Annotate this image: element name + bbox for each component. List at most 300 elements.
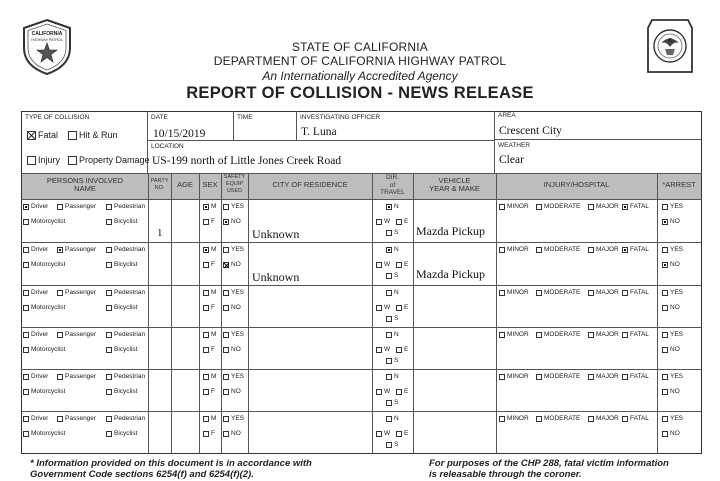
injury-moderate-checkbox[interactable] [536, 373, 580, 380]
injury-major-checkbox[interactable] [588, 331, 619, 338]
sex-m-checkbox-label: M [211, 331, 217, 338]
driver-checkbox-label: Driver [31, 246, 49, 253]
date-value[interactable]: 10/15/2019 [153, 128, 206, 140]
safety-no-checkbox[interactable] [223, 304, 241, 311]
driver-checkbox-label: Driver [31, 415, 49, 422]
dir-n-checkbox[interactable] [386, 373, 399, 380]
checkbox-box [396, 262, 402, 268]
safety-yes-checkbox[interactable] [223, 289, 244, 296]
checkbox-box [622, 416, 628, 422]
dir-s-checkbox[interactable] [386, 399, 398, 406]
sex-m-checkbox[interactable] [203, 289, 216, 296]
injury-major-checkbox[interactable] [588, 246, 619, 253]
passenger-checkbox[interactable] [57, 203, 96, 210]
checkbox-box [23, 416, 29, 422]
safety-no-checkbox[interactable] [223, 218, 241, 225]
checkbox-box [203, 374, 209, 380]
pedestrian-checkbox[interactable] [106, 246, 145, 253]
dir-s-checkbox-label: S [394, 441, 399, 448]
dir-n-checkbox-label: N [394, 415, 399, 422]
injury-fatal-checkbox[interactable] [622, 246, 649, 253]
checkbox-box [622, 290, 628, 296]
vehicle-value[interactable]: Mazda Pickup [416, 224, 485, 238]
dir-s-checkbox-label: S [394, 399, 399, 406]
col-vehicle: VEHICLE YEAR & MAKE [429, 176, 480, 193]
bicyclist-checkbox[interactable] [106, 304, 137, 311]
date-label: DATE [151, 114, 168, 121]
checkbox-box [386, 442, 392, 448]
bicyclist-checkbox[interactable] [106, 388, 137, 395]
checkbox-box [662, 305, 668, 311]
checkbox-box [536, 290, 542, 296]
dir-e-checkbox-label: E [404, 218, 409, 225]
checkbox-box [622, 247, 628, 253]
driver-checkbox[interactable] [23, 331, 48, 338]
checkbox-box [203, 347, 209, 353]
injury-major-checkbox[interactable] [588, 289, 619, 296]
dir-w-checkbox[interactable] [376, 261, 390, 268]
fatal-checkbox[interactable] [27, 130, 58, 140]
checkbox-box [23, 374, 29, 380]
motorcyclist-checkbox[interactable] [23, 346, 65, 353]
dir-w-checkbox-label: W [384, 430, 391, 437]
checkbox-box [588, 416, 594, 422]
safety-no-checkbox[interactable] [223, 261, 241, 268]
bicyclist-checkbox[interactable] [106, 261, 137, 268]
driver-checkbox-label: Driver [31, 203, 49, 210]
injury-moderate-checkbox[interactable] [536, 203, 580, 210]
driver-checkbox-label: Driver [31, 373, 49, 380]
sex-m-checkbox[interactable] [203, 331, 216, 338]
bicyclist-checkbox[interactable] [106, 346, 137, 353]
safety-no-checkbox[interactable] [223, 430, 241, 437]
header-state: STATE OF CALIFORNIA [291, 40, 429, 54]
checkbox-box [223, 290, 229, 296]
injury-moderate-checkbox-label: MODERATE [544, 246, 581, 253]
dir-s-checkbox[interactable] [386, 229, 398, 236]
checkbox-box [223, 219, 229, 225]
fatal-label: Fatal [38, 130, 59, 140]
arrest-yes-checkbox-label: YES [670, 415, 684, 422]
sex-f-checkbox[interactable] [203, 261, 215, 268]
checkbox-box [57, 332, 63, 338]
safety-no-checkbox-label: NO [231, 346, 241, 353]
weather-value[interactable]: Clear [499, 154, 524, 166]
sex-f-checkbox[interactable] [203, 218, 215, 225]
checkbox-box [223, 204, 229, 210]
passenger-checkbox-label: Passenger [65, 203, 97, 210]
arrest-yes-checkbox[interactable] [662, 415, 683, 422]
sex-f-checkbox[interactable] [203, 388, 215, 395]
safety-no-checkbox[interactable] [223, 346, 241, 353]
checkbox-box [106, 347, 112, 353]
dir-s-checkbox-label: S [394, 357, 399, 364]
bicyclist-checkbox-label: Bicyclist [114, 346, 138, 353]
checkbox-box [376, 262, 382, 268]
sex-m-checkbox[interactable] [203, 246, 216, 253]
checkbox-box [588, 290, 594, 296]
arrest-no-checkbox-label: NO [670, 304, 680, 311]
dir-e-checkbox[interactable] [396, 430, 408, 437]
driver-checkbox[interactable] [23, 373, 48, 380]
passenger-checkbox-label: Passenger [65, 246, 97, 253]
checkbox-box [106, 290, 112, 296]
checkbox-box [536, 374, 542, 380]
injury-major-checkbox[interactable] [588, 203, 619, 210]
arrest-no-checkbox[interactable] [662, 346, 680, 353]
checkbox-box [662, 204, 668, 210]
checkbox-box [23, 305, 29, 311]
motorcyclist-checkbox-label: Motorcyclist [31, 261, 66, 268]
checkbox-box [23, 389, 29, 395]
hit-run-checkbox[interactable] [68, 130, 118, 140]
officer-label: INVESTIGATING OFFICER [300, 114, 381, 121]
checkbox-box [223, 389, 229, 395]
motorcyclist-checkbox[interactable] [23, 261, 65, 268]
injury-minor-checkbox[interactable] [499, 203, 529, 210]
sex-m-checkbox[interactable] [203, 373, 216, 380]
checkbox-box [499, 332, 505, 338]
city-of-residence-value[interactable]: Unknown [252, 227, 300, 241]
bicyclist-checkbox-label: Bicyclist [114, 304, 138, 311]
injury-moderate-checkbox[interactable] [536, 246, 580, 253]
dir-w-checkbox[interactable] [376, 218, 390, 225]
arrest-no-checkbox[interactable] [662, 430, 680, 437]
checkbox-box [662, 290, 668, 296]
passenger-checkbox-label: Passenger [65, 331, 97, 338]
checkbox-box [662, 431, 668, 437]
passenger-checkbox[interactable] [57, 415, 96, 422]
checkbox-box [223, 431, 229, 437]
checkbox-box [396, 389, 402, 395]
checkbox-box [662, 219, 668, 225]
checkbox-box [536, 247, 542, 253]
dir-e-checkbox[interactable] [396, 218, 408, 225]
checkbox-box [23, 219, 29, 225]
motorcyclist-checkbox[interactable] [23, 388, 65, 395]
injury-label: Injury [38, 155, 61, 165]
safety-yes-checkbox[interactable] [223, 331, 244, 338]
col-safety-equip: SAFETY EQUIP USED [223, 174, 246, 194]
dir-n-checkbox-label: N [394, 246, 399, 253]
sex-m-checkbox[interactable] [203, 203, 216, 210]
injury-major-checkbox-label: MAJOR [596, 415, 619, 422]
checkbox-box [106, 416, 112, 422]
checkbox-box [203, 247, 209, 253]
dir-e-checkbox-label: E [404, 388, 409, 395]
bicyclist-checkbox-label: Bicyclist [114, 430, 138, 437]
injury-fatal-checkbox[interactable] [622, 203, 649, 210]
injury-moderate-checkbox-label: MODERATE [544, 415, 581, 422]
driver-checkbox[interactable] [23, 246, 48, 253]
passenger-checkbox[interactable] [57, 331, 96, 338]
pedestrian-checkbox-label: Pedestrian [114, 203, 146, 210]
dir-e-checkbox[interactable] [396, 261, 408, 268]
checkbox-box [27, 156, 36, 165]
checkbox-box [588, 247, 594, 253]
dir-e-checkbox[interactable] [396, 388, 408, 395]
arrest-yes-checkbox-label: YES [670, 373, 684, 380]
passenger-checkbox[interactable] [57, 246, 96, 253]
dir-w-checkbox[interactable] [376, 388, 390, 395]
checkbox-box [662, 247, 668, 253]
property-damage-label: Property Damage [79, 155, 150, 165]
dir-e-checkbox[interactable] [396, 346, 408, 353]
checkbox-box [203, 416, 209, 422]
checkbox-box [536, 332, 542, 338]
checkbox-box [376, 305, 382, 311]
injury-major-checkbox[interactable] [588, 373, 619, 380]
checkbox-box [23, 290, 29, 296]
safety-yes-checkbox[interactable] [223, 203, 244, 210]
motorcyclist-checkbox-label: Motorcyclist [31, 430, 66, 437]
checkbox-box [106, 332, 112, 338]
dir-e-checkbox[interactable] [396, 304, 408, 311]
safety-no-checkbox[interactable] [223, 388, 241, 395]
checkbox-box [106, 247, 112, 253]
dir-n-checkbox[interactable] [386, 246, 399, 253]
dir-n-checkbox[interactable] [386, 203, 399, 210]
arrest-no-checkbox[interactable] [662, 261, 680, 268]
col-arrest: *ARREST [662, 180, 696, 189]
col-dir-of-travel: DIR. of TRAVEL [380, 174, 405, 196]
checkbox-box [23, 262, 29, 268]
dir-n-checkbox[interactable] [386, 415, 399, 422]
injury-fatal-checkbox[interactable] [622, 289, 649, 296]
pedestrian-checkbox[interactable] [106, 415, 145, 422]
checkbox-box [588, 332, 594, 338]
checkbox-box [386, 247, 392, 253]
injury-major-checkbox[interactable] [588, 415, 619, 422]
checkbox-box [536, 204, 542, 210]
injury-fatal-checkbox[interactable] [622, 415, 649, 422]
safety-yes-checkbox[interactable] [223, 373, 244, 380]
motorcyclist-checkbox[interactable] [23, 304, 65, 311]
checkbox-box [386, 230, 392, 236]
sex-m-checkbox-label: M [211, 246, 217, 253]
arrest-no-checkbox[interactable] [662, 218, 680, 225]
bicyclist-checkbox[interactable] [106, 218, 137, 225]
safety-yes-checkbox[interactable] [223, 246, 244, 253]
sex-m-checkbox-label: M [211, 415, 217, 422]
sex-f-checkbox[interactable] [203, 430, 215, 437]
checkbox-box [376, 347, 382, 353]
badge-arc-text: CALIFORNIA [31, 31, 63, 37]
checkbox-box [23, 247, 29, 253]
checkbox-box [57, 374, 63, 380]
checkbox-box [662, 347, 668, 353]
driver-checkbox[interactable] [23, 203, 48, 210]
checkbox-box [536, 416, 542, 422]
dir-s-checkbox[interactable] [386, 357, 398, 364]
col-injury-hospital: INJURY/HOSPITAL [543, 180, 610, 189]
checkbox-box [386, 416, 392, 422]
injury-moderate-checkbox-label: MODERATE [544, 373, 581, 380]
checkbox-box [223, 416, 229, 422]
injury-fatal-checkbox[interactable] [622, 331, 649, 338]
pedestrian-checkbox-label: Pedestrian [114, 331, 146, 338]
injury-minor-checkbox[interactable] [499, 415, 529, 422]
dir-s-checkbox[interactable] [386, 315, 398, 322]
checkbox-box [622, 332, 628, 338]
dir-s-checkbox-label: S [394, 272, 399, 279]
badge-sub-text: HIGHWAY PATROL [31, 38, 63, 42]
safety-yes-checkbox-label: YES [231, 246, 245, 253]
sex-f-checkbox[interactable] [203, 304, 215, 311]
dir-e-checkbox-label: E [404, 304, 409, 311]
motorcyclist-checkbox-label: Motorcyclist [31, 218, 66, 225]
arrest-yes-checkbox[interactable] [662, 373, 683, 380]
area-value[interactable]: Crescent City [499, 125, 562, 137]
driver-checkbox[interactable] [23, 289, 48, 296]
pedestrian-checkbox-label: Pedestrian [114, 415, 146, 422]
sex-f-checkbox[interactable] [203, 346, 215, 353]
injury-fatal-checkbox-label: FATAL [630, 289, 649, 296]
motorcyclist-checkbox-label: Motorcyclist [31, 304, 66, 311]
arrest-yes-checkbox[interactable] [662, 246, 683, 253]
weather-label: WEATHER [498, 142, 531, 149]
injury-major-checkbox-label: MAJOR [596, 246, 619, 253]
checkbox-box [386, 273, 392, 279]
injury-minor-checkbox[interactable] [499, 331, 529, 338]
injury-minor-checkbox-label: MINOR [507, 289, 529, 296]
sex-f-checkbox-label: F [211, 218, 215, 225]
bicyclist-checkbox-label: Bicyclist [114, 218, 138, 225]
dir-n-checkbox[interactable] [386, 331, 399, 338]
injury-minor-checkbox-label: MINOR [507, 415, 529, 422]
city-of-residence-value[interactable]: Unknown [252, 270, 300, 284]
dir-e-checkbox-label: E [404, 346, 409, 353]
checkbox-box [223, 262, 229, 268]
injury-checkbox[interactable] [27, 155, 60, 165]
arrest-yes-checkbox[interactable] [662, 331, 683, 338]
driver-checkbox[interactable] [23, 415, 48, 422]
injury-major-checkbox-label: MAJOR [596, 373, 619, 380]
type-of-collision-label: TYPE OF COLLISION [25, 114, 90, 121]
injury-moderate-checkbox[interactable] [536, 289, 580, 296]
bicyclist-checkbox-label: Bicyclist [114, 388, 138, 395]
dir-s-checkbox-label: S [394, 229, 399, 236]
location-label: LOCATION [151, 143, 184, 150]
dir-n-checkbox-label: N [394, 203, 399, 210]
injury-minor-checkbox[interactable] [499, 289, 529, 296]
injury-minor-checkbox-label: MINOR [507, 203, 529, 210]
vehicle-value[interactable]: Mazda Pickup [416, 267, 485, 281]
injury-fatal-checkbox[interactable] [622, 373, 649, 380]
dir-w-checkbox[interactable] [376, 304, 390, 311]
injury-minor-checkbox-label: MINOR [507, 331, 529, 338]
checkbox-box [386, 204, 392, 210]
pedestrian-checkbox-label: Pedestrian [114, 246, 146, 253]
checkbox-box [588, 374, 594, 380]
arrest-no-checkbox[interactable] [662, 304, 680, 311]
footer-government-code-note: * Information provided on this document is in accordance with Government Code sections 6254(f) and 6254(f)(2). [30, 458, 312, 480]
pedestrian-checkbox[interactable] [106, 373, 145, 380]
checkbox-box [106, 389, 112, 395]
pedestrian-checkbox[interactable] [106, 289, 145, 296]
dir-n-checkbox[interactable] [386, 289, 399, 296]
motorcyclist-checkbox-label: Motorcyclist [31, 346, 66, 353]
safety-no-checkbox-label: NO [231, 261, 241, 268]
checkbox-box [376, 389, 382, 395]
sex-m-checkbox-label: M [211, 289, 217, 296]
property-damage-checkbox[interactable] [68, 155, 150, 165]
safety-yes-checkbox-label: YES [231, 373, 245, 380]
dir-n-checkbox-label: N [394, 373, 399, 380]
safety-yes-checkbox-label: YES [231, 331, 245, 338]
injury-minor-checkbox[interactable] [499, 373, 529, 380]
dir-w-checkbox[interactable] [376, 346, 390, 353]
sex-m-checkbox-label: M [211, 203, 217, 210]
checkbox-box [499, 416, 505, 422]
area-label: AREA [498, 112, 516, 119]
arrest-yes-checkbox-label: YES [670, 203, 684, 210]
checkbox-box [223, 332, 229, 338]
dir-s-checkbox[interactable] [386, 441, 398, 448]
dir-w-checkbox-label: W [384, 218, 391, 225]
checkbox-box [223, 347, 229, 353]
bicyclist-checkbox[interactable] [106, 430, 137, 437]
arrest-yes-checkbox[interactable] [662, 203, 683, 210]
sex-m-checkbox[interactable] [203, 415, 216, 422]
injury-moderate-checkbox[interactable] [536, 415, 580, 422]
injury-minor-checkbox[interactable] [499, 246, 529, 253]
arrest-no-checkbox-label: NO [670, 346, 680, 353]
dir-s-checkbox[interactable] [386, 272, 398, 279]
motorcyclist-checkbox[interactable] [23, 218, 65, 225]
col-city-of-residence: CITY OF RESIDENCE [272, 180, 348, 189]
checkbox-box [386, 332, 392, 338]
injury-fatal-checkbox-label: FATAL [630, 373, 649, 380]
arrest-no-checkbox[interactable] [662, 388, 680, 395]
dir-w-checkbox-label: W [384, 304, 391, 311]
pedestrian-checkbox[interactable] [106, 331, 145, 338]
safety-no-checkbox-label: NO [231, 218, 241, 225]
safety-yes-checkbox-label: YES [231, 289, 245, 296]
location-value[interactable]: US-199 north of Little Jones Creek Road [152, 155, 342, 167]
passenger-checkbox[interactable] [57, 373, 96, 380]
injury-minor-checkbox-label: MINOR [507, 246, 529, 253]
checkbox-box [203, 305, 209, 311]
checkbox-box [396, 347, 402, 353]
party-number[interactable]: 1 [157, 227, 163, 239]
dir-s-checkbox-label: S [394, 315, 399, 322]
sex-m-checkbox-label: M [211, 373, 217, 380]
arrest-yes-checkbox[interactable] [662, 289, 683, 296]
checkbox-box [203, 262, 209, 268]
checkbox-box [386, 316, 392, 322]
pedestrian-checkbox[interactable] [106, 203, 145, 210]
dir-w-checkbox-label: W [384, 261, 391, 268]
motorcyclist-checkbox[interactable] [23, 430, 65, 437]
checkbox-box [203, 204, 209, 210]
safety-yes-checkbox[interactable] [223, 415, 244, 422]
officer-value[interactable]: T. Luna [301, 126, 337, 138]
time-label: TIME [237, 114, 253, 121]
dir-w-checkbox[interactable] [376, 430, 390, 437]
checkbox-box [622, 204, 628, 210]
passenger-checkbox[interactable] [57, 289, 96, 296]
checkbox-box [662, 416, 668, 422]
checkbox-box [499, 247, 505, 253]
footer-coroner-note: For purposes of the CHP 288, fatal victim information is releasable through the coroner. [429, 458, 669, 480]
arrest-no-checkbox-label: NO [670, 218, 680, 225]
injury-moderate-checkbox[interactable] [536, 331, 580, 338]
checkbox-box [223, 247, 229, 253]
checkbox-box [662, 262, 668, 268]
checkbox-box [203, 431, 209, 437]
sex-f-checkbox-label: F [211, 430, 215, 437]
